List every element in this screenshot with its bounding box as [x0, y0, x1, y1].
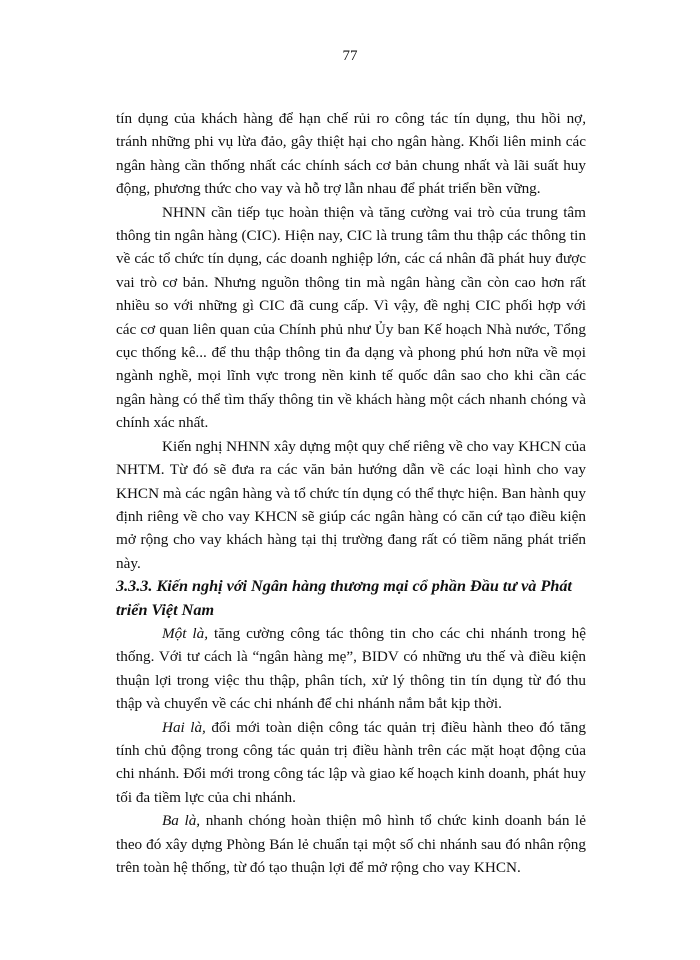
body-text [116, 107, 586, 879]
list-item [116, 809, 586, 879]
list-item [116, 622, 586, 716]
paragraph-nhnn-regulation: Kiến nghị NHNN xây dựng một quy chế riêng về cho vay KHCN của NHTM. Từ đó sẽ đưa ra các văn bản hướng dẫn về các loại hình cho vay KHCN mà các ngân hàng và tổ chức tín dụng có thể thực hiện. Ban hành quy định riêng về cho vay KHCN sẽ giúp các ngân hàng có căn cứ tạo điều kiện mở rộng cho vay khách hàng tại thị trường đang rất có tiềm năng phát triển này. [116, 437, 586, 572]
paragraph-cic: NHNN cần tiếp tục hoàn thiện và tăng cường vai trò của trung tâm thông tin ngân hàng (CIC). Hiện nay, CIC là trung tâm thu thập các thông tin về các tổ chức tín dụng, các doanh nghiệp lớn, các cá nhân đã phát huy được vai trò cơ bản. Nhưng nguồn thông tin mà ngân hàng cần còn cao hơn rất nhiều so với những gì CIC đã cung cấp. Vì vậy, đề nghị CIC phối hợp với các cơ quan liên quan của Chính phủ như Ủy ban Kế hoạch Nhà nước, Tổng cục thống kê... để thu thập thông tin đa dạng và phong phú hơn nữa về mọi ngành nghề, mọi lĩnh vực trong nền kinh tế quốc dân sao cho khi cần các ngân hàng có thể tìm thấy thông tin về khách hàng một cách nhanh chóng và chính xác nhất. [116, 203, 586, 432]
item-text: tăng cường công tác thông tin cho các chi nhánh trong hệ thống. Với tư cách là “ngân hàng mẹ”, BIDV có những ưu thế và điều kiện thuận lợi trong việc thu thập, phân tích, xử lý thông tin tín dụng từ đó thu thập và chuyển về các chi nhánh để chi nhánh nắm bắt kịp thời. [116, 624, 587, 713]
section-heading: 3.3.3. Kiến nghị với Ngân hàng thương mại cổ phần Đầu tư và Phát triển Việt Nam [116, 577, 572, 619]
list-item [116, 716, 586, 810]
item-text: nhanh chóng hoàn thiện mô hình tổ chức kinh doanh bán lẻ theo đó xây dựng Phòng Bán lẻ chuẩn tại một số chi nhánh sau đó nhân rộng trên toàn hệ thống, từ đó tạo thuận lợi để mở rộng cho vay KHCN. [116, 812, 587, 876]
item-text: đổi mới toàn diện công tác quản trị điều hành theo đó tăng tính chủ động trong công tác quản trị điều hành trên các mặt hoạt động của chi nhánh. Đổi mới trong công tác lập và giao kế hoạch kinh doanh, phát huy tối đa tiềm lực của chi nhánh. [116, 718, 586, 806]
paragraph-continuation: tín dụng của khách hàng để hạn chế rủi ro công tác tín dụng, thu hồi nợ, tránh những phi vụ lừa đảo, gây thiệt hại cho ngân hàng. Khối liên minh các ngân hàng cần thống nhất các chính sách cơ bản chung nhất và lãi suất huy động, phương thức cho vay và hỗ trợ lẫn nhau để phát triển bền vững. [116, 110, 586, 198]
item-lead: Ba là, [162, 812, 201, 830]
page-number: 77 [342, 48, 358, 64]
item-lead: Hai là, [162, 718, 206, 736]
item-lead: Một là, [162, 624, 209, 642]
